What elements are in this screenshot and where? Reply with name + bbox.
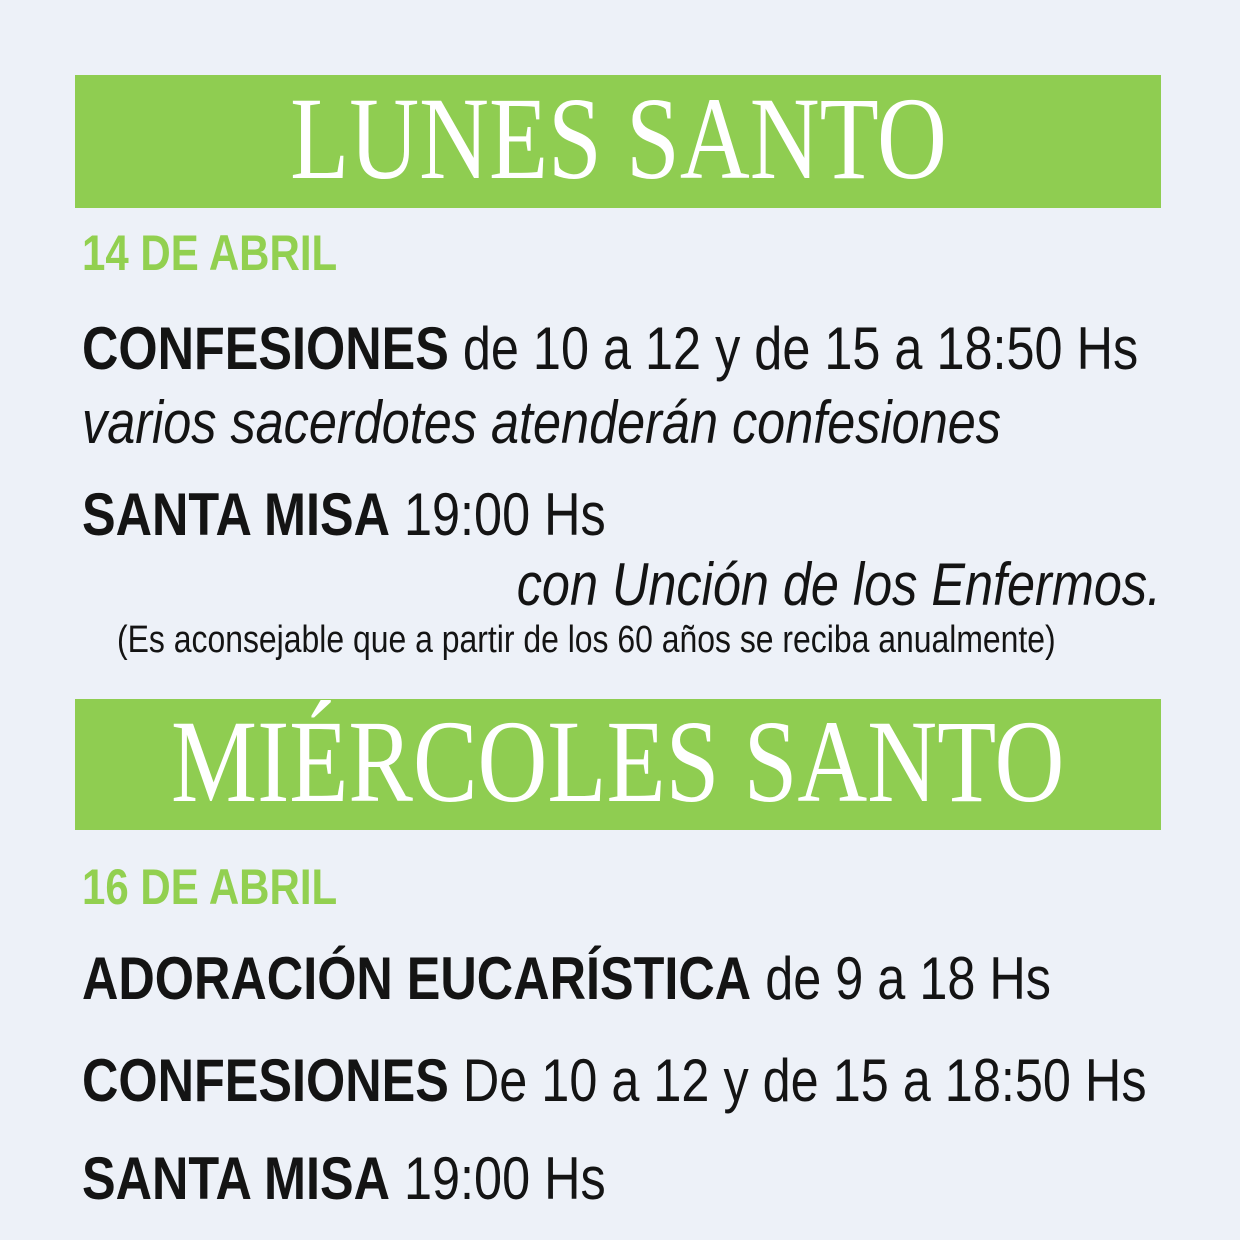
miercoles-confesiones-line <box>82 1048 1147 1114</box>
miercoles-adoracion-time: de 9 a 18 Hs <box>751 945 1052 1012</box>
miercoles-santa-misa-time: 19:00 Hs <box>389 1145 606 1212</box>
miercoles-adoracion-line <box>82 946 1051 1012</box>
lunes-confesiones-note: varios sacerdotes atenderán confesiones <box>82 389 1001 456</box>
lunes-uncion-note: con Unción de los Enfermos. <box>516 551 1161 618</box>
banner-lunes-santo-title: LUNES SANTO <box>289 72 947 204</box>
miercoles-santa-misa-line <box>82 1146 606 1212</box>
miercoles-confesiones-label: CONFESIONES <box>82 1047 449 1114</box>
lunes-confesiones-label: CONFESIONES <box>82 315 449 382</box>
date-16-abril: 16 DE ABRIL <box>82 859 338 915</box>
lunes-santa-misa-label: SANTA MISA <box>82 481 390 548</box>
miercoles-santa-misa-label: SANTA MISA <box>82 1145 390 1212</box>
lunes-confesiones-line <box>82 316 1138 382</box>
lunes-santa-misa-time: 19:00 Hs <box>389 481 606 548</box>
lunes-santa-misa-line <box>82 482 606 548</box>
miercoles-confesiones-time: De 10 a 12 y de 15 a 18:50 Hs <box>448 1047 1147 1114</box>
date-14-abril: 14 DE ABRIL <box>82 225 338 281</box>
banner-miercoles-santo-title: MIÉRCOLES SANTO <box>171 695 1065 827</box>
banner-miercoles-santo <box>75 695 1161 830</box>
miercoles-adoracion-label: ADORACIÓN EUCARÍSTICA <box>82 945 752 1012</box>
banner-lunes-santo <box>75 72 1161 208</box>
lunes-uncion-footnote: (Es aconsejable que a partir de los 60 años se reciba anualmente) <box>117 619 1056 661</box>
lunes-confesiones-time: de 10 a 12 y de 15 a 18:50 Hs <box>448 315 1139 382</box>
